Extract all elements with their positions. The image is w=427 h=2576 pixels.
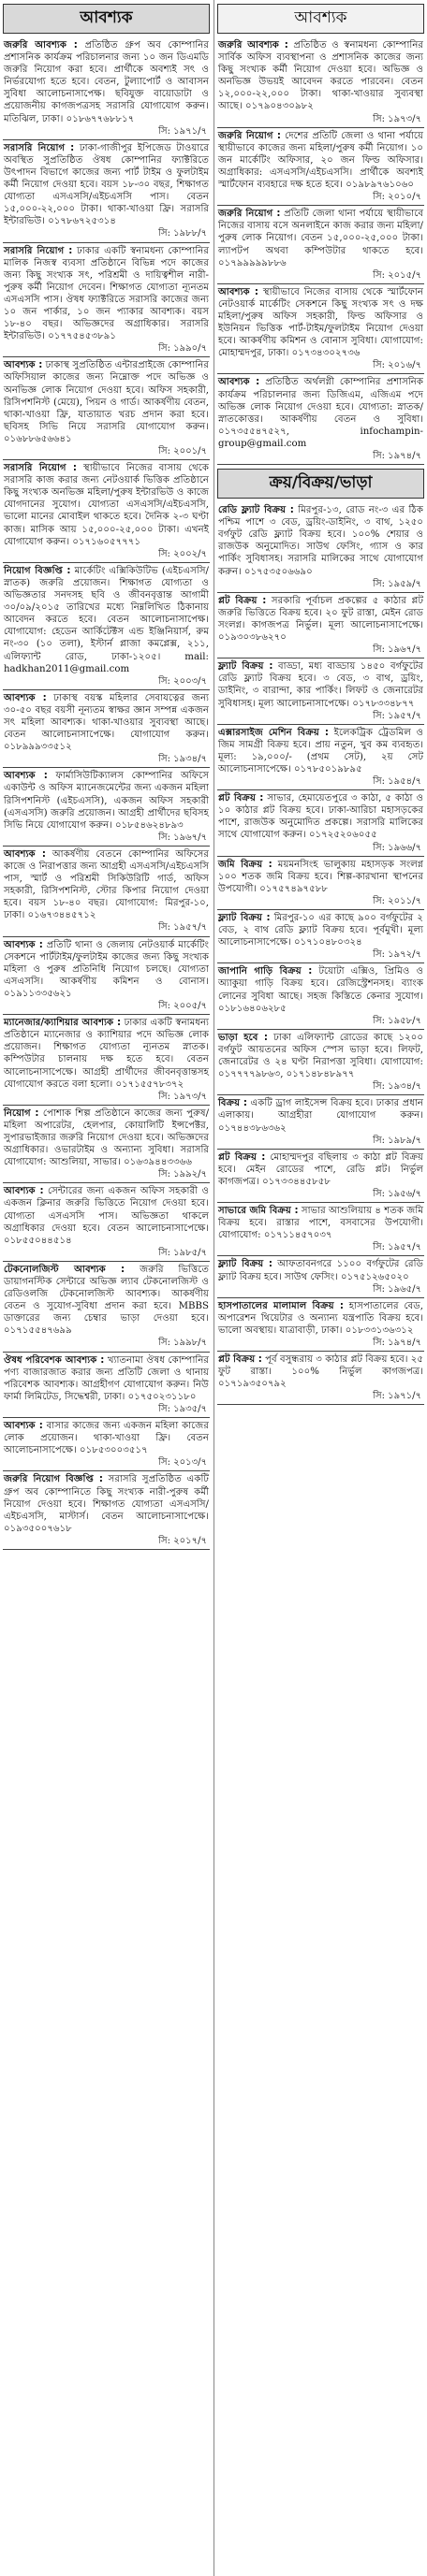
classified-ad: [217, 128, 424, 207]
ad-code: সি: ১৯৫৭/৭: [373, 1242, 421, 1253]
ad-code: সি: ২০১০/৭: [373, 192, 421, 203]
ad-body: মিরপুর-১৩, রোড নং-৩ এর ঠিক পশ্চিম পাশে ৩ বেড, ড্রয়িং-ডাইনিং, ৩ বাথ, ১২৫০ বর্গফুট রেডি ফ্ল্যাট বিক্রয় হবে। ১০০% শেয়ার ও রাজউক অনুমোদিত। সাউথ ফেসিং, গ্যাস ও কার পার্কিং সুবিধাসহ। সরাসরি মালিকের সাথে যোগাযোগ করুন। ০১৭৫৩৫০৬৬৯০: [218, 505, 423, 577]
ad-code: সি: ১৯৯৮/৭: [158, 1338, 207, 1349]
ad-code: সি: ১৯৯০/৭: [158, 343, 207, 355]
classified-ad: [217, 1150, 424, 1203]
left-ad-list: [3, 37, 210, 1550]
ad-code: সি: ২০০২/৭: [158, 548, 207, 559]
ad-code: সি: ১৯৫৬/৭: [373, 1188, 421, 1199]
ad-body: ঢাকার একটি স্বনামধন্য কোম্পানির মালিক নিজস্ব ব্যবসা প্রতিষ্ঠানে বিভিন্ন পদে কাজের জন্য কিছু সংখ্যক সৎ, পরিশ্রমী ও দায়িত্বশীল নারী-পুরুষ কর্মী নিয়োগ দেবেন। শিক্ষাগত যোগ্যতা ন্যূনতম এসএসসি পাস। ঔষধ ফ্যাক্টরিতে সরাসরি কাজের জন্য ১০ জন পার্কার, ১০ জন প্যাকার আবশ্যক। বয়স ১৮-৪০ বছর। অভিজ্ঞদের অগ্রাধিকার। সরাসরি ইন্টারভিউ। ০১৭৭৫৪৫৩৮৯১: [4, 245, 209, 342]
ad-heading: জাপানি গাড়ি বিক্রয় :: [218, 966, 313, 977]
ad-body: ময়মনসিংহ ভালুকায় মহাসড়ক সংলগ্ন ১০০ শতক জমি বিক্রয় হবে। শিল্প-কারখানা স্থাপনের উপযোগী। ০১৭৫৭৪৯৭৫৮৮: [218, 859, 423, 894]
ad-code: সি: ১৯৭১/৭: [373, 1391, 421, 1402]
ad-heading: আবশ্যক :: [4, 360, 43, 371]
ad-code: সি: ১৯৮৯/৭: [373, 1135, 421, 1146]
classified-ad: [3, 1106, 210, 1184]
ad-heading: সরাসরি নিয়োগ :: [4, 142, 75, 153]
classified-ad: [217, 1095, 424, 1149]
ad-body: মিরপুর-১০ এর কাছে ৯০০ বর্গফুটের ২ বেড, ২ বাথ রেডি ফ্ল্যাট বিক্রয় হবে। পূর্বমুখী। মূল্য আলোচনাসাপেক্ষে। ০১৭১০৪৮০৩২৪: [218, 913, 423, 948]
classified-ad: [217, 790, 424, 856]
classified-ad: [217, 374, 424, 465]
ad-body: আফতাবনগরে ১১০০ বর্গফুটের রেডি ফ্ল্যাট বিক্রয় হবে। সাউথ ফেসিং। ০১৭৫১২৬৫০২০: [218, 1259, 423, 1282]
ad-code: সি: ২০০৩/৭: [158, 675, 207, 687]
ad-heading: ফ্ল্যাট বিক্রয় :: [218, 1259, 272, 1270]
ad-heading: আবশ্যক :: [4, 1421, 43, 1432]
ad-heading: রেডি ফ্ল্যাট বিক্রয় :: [218, 505, 294, 516]
ad-heading: আবশ্যক :: [4, 692, 47, 703]
classified-ad: [217, 658, 424, 724]
ad-code: সি: ১৯৯২/৭: [158, 1169, 207, 1180]
ad-heading: নিয়োগ বিজ্ঞপ্তি :: [4, 565, 71, 576]
ad-body: স্থায়ীভাবে নিজের বাসায় থেকে স্মার্টফোন নেটওয়ার্ক মার্কেটিং সেকশনে কিছু সংখ্যক সৎ ও দক্ষ মহিলা/পুরুষ অফিস সহকারী, ফিল্ড অফিসার ও ইউনিয়ন ভিত্তিক পার্ট-টাইম/ফুলটাইম নিয়োগ দেওয়া হবে। আকর্ষণীয় কমিশন ও বোনাস সুবিধা। যোগাযোগ: মোহাম্মদপুর, ঢাকা। ০১৭৩৪৩০২৭৩৬: [218, 286, 423, 359]
classified-ad: [217, 284, 424, 375]
ad-code: সি: ১৯৫৪/৭: [373, 776, 421, 788]
ad-body: মোহাম্মদপুর বছিলায় ৩ কাঠা প্লট বিক্রয় হবে। মেইন রোডের পাশে, রেডি প্লট। নির্ভুল কাগজপত্র। ০১৭৩৩৪৪৫৮৫৮: [218, 1151, 424, 1187]
right-section-banner: আবশ্যক: [217, 4, 424, 34]
ad-body: জরুরি ভিত্তিতে ডায়াগনস্টিক সেন্টারে অভিজ্ঞ ল্যাব টেকনোলজিস্ট ও রেডিওলজি টেকনোলজিস্ট আবশ্যক। আকর্ষণীয় বেতন ও সুযোগ-সুবিধা প্রদান করা হবে। MBBS ডাক্তারের জন্য চেম্বার ভাড়া দেওয়া হবে। ০১৭১৫৫৪৭৬৯৯: [4, 1264, 209, 1337]
ad-heading: ফ্ল্যাট বিক্রয় :: [218, 661, 273, 673]
classified-ad: [3, 937, 210, 1016]
ad-body: ঢাকা-গাজীপুর ইপিজেড টাওয়ারে অবস্থিত সুপ্রতিষ্ঠিত ঔষধ কোম্পানির ফ্যাক্টরিতে উৎপাদন বিভাগে কাজের জন্য পার্ট টাইম ও ফুলটাইম কর্মী নিয়োগ দেওয়া হবে। বয়স ১৮-৩০ বছর, শিক্ষাগত যোগ্যতা এসএসসি/এইচএসসি পাস। বেতন ১৫,০০০-২২,০০০ টাকা। থাকা-খাওয়া ফ্রি। সরাসরি ইন্টারভিউ। ০১৭৮৬৭২৫৩১৪: [4, 142, 209, 227]
ad-body: ঢাকাস্থ সুপ্রতিষ্ঠিত এন্টারপ্রাইজে কোম্পানির অফিসিয়াল কাজের জন্য নিম্নোক্ত পদে অভিজ্ঞ ও অনভিজ্ঞ লোক নিয়োগ দেওয়া হবে। অফিস সহকারী, রিসিপশনিস্ট (মেয়ে), পিয়ন ও গার্ড। আকর্ষণীয় বেতন, থাকা-খাওয়া ফ্রি, যাতায়াত খরচ প্রদান করা হবে। ছবিসহ সিভি নিয়ে সরাসরি যোগাযোগ করুন। ০১৬৮৮৬৫৬৬৪১: [4, 360, 209, 444]
classified-ad: [217, 725, 424, 790]
ad-heading: আবশ্যক :: [4, 771, 48, 782]
ad-body: প্রতিটি থানা ও জেলায় নেটওয়ার্ক মার্কেটিং সেকশনে পার্টটাইম/ফুলটাইম কাজের জন্য কিছু সংখ্যক মহিলা ও পুরুষ প্রতিনিধি নিয়োগ চলছে। যোগ্যতা এসএসসি। আকর্ষণীয় কমিশন ও বোনাস। ০১৯১১৩৩৫৬২১: [4, 939, 209, 999]
ad-body: প্রতিষ্ঠিত অর্থলগ্নী কোম্পানির প্রশাসনিক কার্যক্রম পরিচালনার জন্য ডিজিএম, এজিএম পদে অভিজ্ঞ লোক নিয়োগ দেওয়া হবে। যোগ্যতা: স্নাতক/স্নাতকোত্তর। আকর্ষণীয় বেতন ও সুবিধা। ০১৭৩৫৫৪৭৫২৭, infochampin-group@gmail.com: [218, 377, 423, 449]
ad-heading: নিয়োগ :: [4, 1107, 39, 1119]
sale-ad-list: [217, 502, 424, 1405]
classified-ad: [217, 857, 424, 910]
ad-heading: ম্যানেজার/ক্যাশিয়ার আবশ্যক :: [4, 1018, 122, 1029]
ad-heading: আবশ্যক :: [218, 286, 258, 297]
classified-ad: [217, 1352, 424, 1405]
left-column: [3, 0, 210, 2576]
ad-heading: হাসপাতালের মালামাল বিক্রয় :: [218, 1300, 344, 1311]
left-section-banner: আবশ্যক: [3, 4, 210, 34]
ad-heading: টেকনোলজিস্ট আবশ্যক :: [4, 1264, 125, 1275]
ad-body: স্থায়ীভাবে নিজের বাসায় থেকে সরাসরি কাজ করার জন্য নেটওয়ার্ক ভিত্তিক প্রতিষ্ঠানে কিছু সংখ্যক অনভিজ্ঞ মহিলা/পুরুষ ইন্টারভিউ ও কাজে যোগদানের সুযোগ। যোগ্যতা এসএসসি/এইচএসসি, ভালো মানের মোবাইল থাকতে হবে। দৈনিক ২-৩ ঘণ্টা কাজ। মাসিক আয় ১৫,০০০-২৫,০০০ টাকা। এখনই যোগাযোগ করুন। ০১৭১৬০৫৭৭৭১: [4, 463, 209, 547]
classified-ad: [3, 1262, 210, 1353]
classified-ad: [217, 963, 424, 1029]
ad-body: প্রতিষ্ঠিত ও স্বনামধন্য কোম্পানির সার্বিক অফিস ব্যবস্থাপনা ও প্রশাসনিক কাজের জন্য কিছু সংখ্যক কর্মী নিয়োগ দেওয়া হবে। অভিজ্ঞ ও অনভিজ্ঞ উভয়ই আবেদন করতে পারবেন। বেতন ১২,০০০-২২,০০০ টাকা। থাকা-খাওয়ার সুব্যবস্থা আছে। ০১৭৯০৪৩০৯৮২: [218, 40, 423, 112]
ad-heading: প্লট বিক্রয় :: [218, 793, 264, 804]
sale-section-banner: ক্রয়/বিক্রয়/ভাড়া: [217, 469, 424, 499]
ad-body: দেশের প্রতিটি জেলা ও থানা পর্যায়ে স্থায়ীভাবে কাজের জন্য মহিলা/পুরুষ কর্মী নিয়োগ। ১০ জন মার্কেটিং অফিসার, ২০ জন ফিল্ড অফিসার। অগ্রাধিকার: এসএসসি/এইচএসসি। প্রার্থীকে অবশ্যই স্মার্টফোন ব্যবহারে দক্ষ হতে হবে। ০১৯৮৯৭৬১০৬০: [218, 130, 423, 191]
classified-ad: [217, 910, 424, 963]
classified-ad: [3, 690, 210, 769]
right-column: [214, 0, 424, 2576]
classified-ad: [217, 593, 424, 658]
classified-ad: [3, 563, 210, 690]
ad-code: সি: ১৯৬৭/৭: [373, 644, 421, 656]
ad-code: সি: ১৯৭৪/৭: [373, 1338, 421, 1348]
ad-code: সি: ১৯৫৭/৭: [373, 710, 421, 721]
ad-heading: সরাসরি নিয়োগ :: [4, 463, 77, 474]
ad-code: সি: ১৯৩৪/৭: [158, 754, 207, 765]
ad-body: সাভার, হেমায়েতপুরে ৩ কাঠা, ৫ কাঠা ও ১০ কাঠার প্লট বিক্রয় হবে। ঢাকা-আরিচা মহাসড়কের পাশে, রাজউক অনুমোদিত প্রকল্পে। সরাসরি মালিকের সাথে যোগাযোগ করুন। ০১৭২৫২০৬০৫৫: [218, 793, 423, 841]
ad-heading: আবশ্যক :: [4, 848, 46, 860]
classified-ad: [217, 1298, 424, 1352]
ad-body: ফার্মাসিউটিক্যালস কোম্পানির অফিসে একাউন্ট ও অফিস ম্যানেজমেন্টের জন্য একজন মহিলা রিসিপশনিস্ট (এইচএসসি), একজন অফিস সহকারী (এসএসসি) জরুরি প্রয়োজন। আগ্রহী প্রার্থীদের ছবিসহ সিভি নিয়ে যোগাযোগ করুন। ০১৮৫৪৬২৪৮৯৩: [4, 771, 209, 831]
classified-ad: [217, 37, 424, 128]
ad-heading: সাভারে জমি বিক্রয় :: [218, 1206, 299, 1217]
columns: [3, 0, 424, 2576]
ad-code: সি: ১৯৩৪/৭: [373, 1081, 421, 1093]
ad-body: টয়োটা এক্সিও, প্রিমিও ও অ্যাকুয়া গাড়ি বিক্রয় হবে। রেজিস্ট্রেশনসহ। ব্যাংক লোনের সুবিধা আছে। সহজ কিস্তিতে কেনার সুযোগ। ০১৮১৬৪০৬২৮৫: [218, 966, 423, 1014]
ad-heading: বিক্রয় :: [218, 1098, 247, 1109]
ad-heading: ঔষধ পরিবেশক আবশ্যক :: [4, 1354, 105, 1366]
classified-ad: [3, 847, 210, 937]
ad-body: সরকারি পূর্বাচল প্রকল্পের ৫ কাঠার প্লট জরুরি ভিত্তিতে বিক্রয় হবে। ২০ ফুট রাস্তা, মেইন রোড সংলগ্ন। কাগজপত্র নির্ভুল। মূল্য আলোচনাসাপেক্ষে। ০১৯৩০৩৮৬২৭০: [218, 595, 423, 644]
ad-heading: আবশ্যক :: [4, 1186, 44, 1197]
classified-ad: [3, 357, 210, 460]
ad-body: প্রতিটি জেলা থানা পর্যায়ে স্থায়ীভাবে নিজের বাসায় বসে অনলাইনে কাজ করার জন্য মহিলা/পুরুষ লোক নিয়োগ। বেতন ১৫,০০০-২৫,০০০ টাকা। ল্যাপটপ অথবা কম্পিউটার থাকতে হবে। ০১৭৯৯৯৯৯৮৮৬: [218, 209, 423, 268]
ad-heading: জরুরি নিয়োগ :: [218, 209, 281, 220]
classified-ad: [217, 1203, 424, 1256]
classified-ad: [3, 1353, 210, 1418]
ad-body: ঢাকার একটি স্বনামধন্য প্রতিষ্ঠানে ম্যানেজার ও ক্যাশিয়ার পদে অভিজ্ঞ লোক প্রয়োজন। শিক্ষাগত যোগ্যতা ন্যূনতম স্নাতক। কম্পিউটার চালনায় দক্ষ হতে হবে। বেতন আলোচনাসাপেক্ষে। আগ্রহী প্রার্থীদের জীবনবৃত্তান্তসহ যোগাযোগ করতে বলা হলো। ০১৭১৫৫৭৮৩৭২: [4, 1018, 210, 1090]
ad-code: সি: ১৯৭২/৭: [373, 949, 421, 961]
ad-code: সি: ১৯৩৫/৭: [158, 1403, 207, 1414]
classified-ad: [3, 1471, 210, 1550]
ad-heading: সরাসরি নিয়োগ :: [4, 245, 73, 256]
ad-code: সি: ২০১৫/৭: [373, 269, 421, 281]
ad-heading: জরুরি নিয়োগ বিজ্ঞপ্তি :: [4, 1474, 103, 1485]
ad-heading: ভাড়া হবে :: [218, 1032, 268, 1043]
ad-code: সি: ১৯৬৬/৭: [373, 842, 421, 853]
ad-body: সরাসরি সুপ্রতিষ্ঠিত একটি গ্রুপ অব কোম্পানিতে কিছু সংখ্যক নারী-পুরুষ কর্মী নিয়োগ দেওয়া হবে। শিক্ষাগত যোগ্যতা এসএসসি/এইচএসসি, মাস্টার্স। বেতন আলোচনাসাপেক্ষে। ০১৯৩৫০০৭৬১৮: [4, 1474, 209, 1534]
ad-heading: প্লট বিক্রয় :: [218, 1151, 266, 1163]
ad-heading: জরুরি আবশ্যক :: [218, 40, 288, 51]
classified-ad: [3, 768, 210, 847]
classified-ad: [3, 1183, 210, 1262]
classified-ad: [3, 243, 210, 358]
ad-heading: ফ্ল্যাট বিক্রয় :: [218, 913, 271, 923]
classified-ad: [217, 1030, 424, 1095]
ad-body: সাভার আশুলিয়ায় ৪ শতক জমি বিক্রয় হবে। রাস্তার পাশে, বসবাসের উপযোগী। যোগাযোগ: ০১৭১১৪৫৭০৩৭: [218, 1206, 423, 1241]
ad-code: সি: ১৯৭৪/৭: [373, 451, 421, 461]
classified-ad: [3, 140, 210, 243]
ad-code: সি: ১৯৬৫/৭: [373, 1283, 421, 1295]
ad-heading: প্লট বিক্রয় :: [218, 1354, 262, 1366]
ad-code: সি: ২০১৬/৭: [373, 360, 421, 371]
ad-body: খ্যাতনামা ঔষধ কোম্পানির পণ্য বাজারজাত করার জন্য প্রতিটি জেলা ও থানায় পরিবেশক আবশ্যক। আগ্রহীগণ যোগাযোগ করুন। নিউ ফার্মা লিমিটেড, সিদ্ধেশ্বরী, ঢাকা। ০১৭৫০২৩১১৮০: [4, 1354, 210, 1402]
ad-code: সি: ১৯৬৭/৭: [158, 832, 207, 843]
ad-code: সি: ১৯৫৭/৭: [158, 922, 207, 933]
right-ad-list: [217, 37, 424, 465]
ad-body: ইলেকট্রিক ট্রেডমিল ও জিম সামগ্রী বিক্রয় হবে। প্রায় নতুন, খুব কম ব্যবহৃত। মূল্য: ১৯,০০০/- (প্রথম সেট), ২য় সেট আলোচনাসাপেক্ষে। ০১৭৮৫০১৯৮৯৫: [218, 727, 423, 774]
ad-heading: জমি বিক্রয় :: [218, 859, 272, 870]
ad-code: সি: ১৯৭৩/৭: [158, 1091, 207, 1102]
ad-code: সি: ২০১৩/৭: [158, 1457, 207, 1469]
ad-body: মার্কেটিং এক্সিকিউটিভ (এইচএসসি/স্নাতক) জরুরি প্রয়োজন। শিক্ষাগত যোগ্যতা ও অভিজ্ঞতার সনদসহ ছবি ও জীবনবৃত্তান্ত আগামী ৩০/০৯/২০১৫ তারিখের মধ্যে নিম্নলিখিত ঠিকানায় আবেদন করতে হবে। বেতন আলোচনাসাপেক্ষ। যোগাযোগ: হেডেন আর্কিটেক্টস এন্ড ইঞ্জিনিয়ার্স, রুম নং-৩০ (১০ তলা), ইস্টার্ন প্লাজা কমপ্লেক্স, ২১১, এলিফ্যান্ট রোড, ঢাকা-১২০৫। mail: hadkhan2011@gmail.com: [4, 565, 209, 674]
ad-body: ঢাকা এলিফ্যান্ট রোডের কাছে ১২০০ বর্গফুট আয়তনের অফিস স্পেস ভাড়া হবে। লিফট, জেনারেটর ও ২৪ ঘণ্টা নিরাপত্তা সুবিধা। যোগাযোগ: ০১৭৭৭৭৯৮৬৩, ০১৭১৪৮৪৮৯৭৭: [218, 1032, 424, 1080]
ad-code: সি: ১৯৭১/৭: [158, 125, 207, 137]
classified-ad: [217, 502, 424, 593]
ad-code: সি: ১৯৮৫/৭: [158, 1247, 207, 1258]
ad-body: হাসপাতালের বেড, অপারেশন থিয়েটার ও অন্যান্য যন্ত্রপাতি বিক্রয় হবে। ভালো অবস্থায়। যাত্রাবাড়ী, ঢাকা। ০১৮৩৩১৩৬৩১২: [218, 1300, 423, 1336]
classified-ad: [217, 1256, 424, 1297]
ad-code: সি: ২০১১/৭: [373, 895, 421, 906]
ad-heading: প্লট বিক্রয় :: [218, 595, 267, 606]
classified-ad: [217, 206, 424, 284]
ad-body: পোশাক শিল্প প্রতিষ্ঠানে কাজের জন্য পুরুষ/মহিলা অপারেটর, হেলপার, কোয়ালিটি ইন্সপেক্টর, সুপারভাইজার জরুরি নিয়োগ দেওয়া হবে। অভিজ্ঞদের অগ্রাধিকার। ওভারটাইম ও অন্যান্য সুবিধা। সরাসরি যোগাযোগ: আশুলিয়া, সাভার। ০১৬৩৯৪৪৩৩৬৬: [4, 1107, 209, 1168]
ad-body: বাসার কাজের জন্য একজন মহিলা কাজের লোক প্রয়োজন। থাকা-খাওয়া ফ্রি। বেতন আলোচনাসাপেক্ষে। ০১৮৫৩০০৩৫১৭: [4, 1421, 209, 1456]
ad-code: সি: ১৯৮৮/৭: [158, 228, 207, 239]
ad-heading: জরুরি আবশ্যক :: [4, 40, 78, 51]
ad-body: সেন্টারের জন্য একজন অফিস সহকারী ও একজন ক্লিনার জরুরি ভিত্তিতে নিয়োগ দেওয়া হবে। যোগ্যতা এসএসসি পাস। অভিজ্ঞতা থাকলে অগ্রাধিকার দেওয়া হবে। বেতন আলোচনাসাপেক্ষে। ০১৮৫৫০৪৪৫১৪: [4, 1186, 209, 1246]
ad-heading: আবশ্যক :: [218, 377, 260, 388]
ad-heading: জরুরি নিয়োগ :: [218, 130, 282, 141]
classified-ad: [3, 1015, 210, 1106]
ad-code: সি: ১৯৭৩/৭: [373, 113, 421, 124]
ad-code: সি: ১৯৫৮/৭: [373, 1015, 421, 1026]
classified-ad: [3, 1418, 210, 1471]
ad-body: প্রতিষ্ঠিত গ্রুপ অব কোম্পানির প্রশাসনিক কার্যক্রম পরিচালনার জন্য ১০ জন ডিএমডি জরুরি নিয়োগ করা হবে। প্রার্থীকে অবশ্যই সৎ ও নির্ভরযোগ্য হতে হবে। বেতন, টুল্যাপোর্ট ও আবাসন সুবিধা আলোচনাসাপেক্ষ। ছবিযুক্ত বায়োডাটা ও প্রয়োজনীয় কাগজপত্রসহ সরাসরি যোগাযোগ করুন। মতিঝিল, ঢাকা। ০১৮৬৭৭৬৮৮১৭: [4, 40, 209, 124]
ad-heading: এক্সারসাইজ মেশিন বিক্রয় :: [218, 727, 329, 738]
ad-body: পূর্ব বসুন্ধরায় ৩ কাঠার প্লট বিক্রয় হবে। ২৫ ফুট রাস্তা। ১০০% নির্ভুল কাগজপত্র। ০১৭১৯৩৫০৭৯২: [218, 1354, 423, 1390]
ad-body: আকর্ষণীয় বেতনে কোম্পানির অফিসের কাজে ও নিরাপত্তার জন্য আগ্রহী এসএসসি/এইচএসসি পাস, স্মার্ট ও পরিশ্রমী সিকিউরিটি গার্ড, অফিস সহকারী, রিসিপশনিস্ট, স্টোর কিপার নিয়োগ দেওয়া হবে। বয়স ১৮-৪০ বছর। যোগাযোগ: মিরপুর-১০, ঢাকা। ০১৬৭৩৪৪৫৭১২: [4, 848, 209, 921]
classified-ad: [3, 460, 210, 563]
classified-ad: [3, 37, 210, 140]
ad-body: ঢাকাস্থ বয়স্ক মহিলার সেবাযত্নের জন্য ৩০-৫০ বছর বয়সী নূন্যতম স্বাক্ষর জ্ঞান সম্পন্ন একজন সৎ মহিলা আবশ্যক। থাকা-খাওয়ার সুব্যবস্থা আছে। বেতন আলোচনাসাপেক্ষে। যোগাযোগ করুন। ০১৮৯৯৯৩৩৫১২: [4, 692, 209, 753]
ad-code: সি: ২০১৭/৭: [158, 1535, 207, 1546]
ad-code: সি: ১৯৫৯/৭: [373, 578, 421, 589]
ad-heading: আবশ্যক :: [4, 939, 43, 950]
ad-code: সি: ২০০১/৭: [158, 446, 207, 456]
ad-code: সি: ২০০৫/৭: [158, 1001, 207, 1012]
ad-body: একটি ড্রাগ লাইসেন্স বিক্রয় হবে। ঢাকার প্রধান এলাকায়। আগ্রহীরা যোগাযোগ করুন। ০১৭৪৪৩৮৬৩৬২: [218, 1098, 424, 1134]
ad-body: বাড্ডা, মধ্য বাড্ডায় ১৪৫০ বর্গফুটের রেডি ফ্ল্যাট বিক্রয় হবে। ৩ বেড, ৩ বাথ, ড্রয়িং, ডাইনিং, ৩ বারান্দা, কার পার্কিং। লিফট ও জেনারেটর সুবিধাসহ। মূল্য আলোচনাসাপেক্ষে। ০১৭৮৩৩৪৮৭৭: [218, 661, 423, 709]
